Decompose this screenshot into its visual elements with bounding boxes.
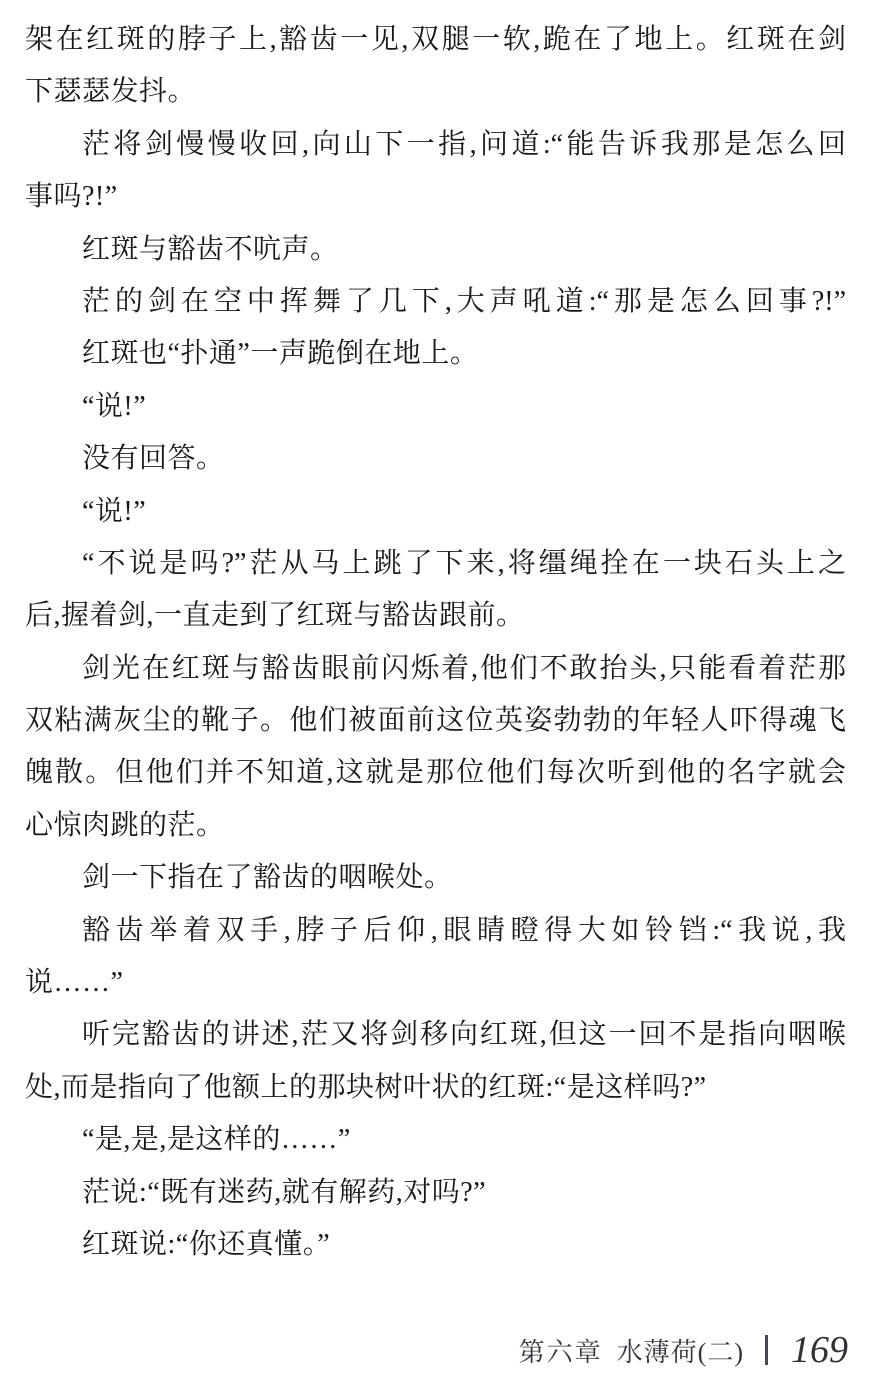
text-line: 红斑与豁齿不吭声。 — [82, 233, 339, 265]
text-line: “不说是吗?”茫从马上跳了下来,将缰绳拴在一块石头上之 — [82, 547, 846, 579]
text-line: 魄散。但他们并不知道,这就是那位他们每次听到他的名字就会 — [25, 757, 846, 789]
text-line: 茫的剑在空中挥舞了几下,大声吼道:“那是怎么回事?!” — [82, 285, 846, 317]
text-line: 心惊肉跳的茫。 — [25, 809, 225, 841]
text-line: 事吗?!” — [25, 181, 118, 213]
text-line: 豁齿举着双手,脖子后仰,眼睛瞪得大如铃铛:“我说,我 — [82, 914, 846, 946]
text-line: 茫说:“既有迷药,就有解药,对吗?” — [82, 1176, 487, 1208]
page-footer — [519, 1326, 848, 1374]
text-line: “说!” — [82, 390, 147, 422]
text-line: 双粘满灰尘的靴子。他们被面前这位英姿勃勃的年轻人吓得魂飞 — [25, 705, 846, 737]
text-line: 下瑟瑟发抖。 — [25, 76, 197, 108]
text-line: 红斑说:“你还真懂。” — [82, 1228, 331, 1260]
text-line: 架在红斑的脖子上,豁齿一见,双腿一软,跪在了地上。红斑在剑 — [25, 24, 846, 55]
text-line: “是,是,是这样的……” — [82, 1124, 351, 1156]
page-number: 169 — [791, 1329, 848, 1371]
text-line: 没有回答。 — [82, 443, 225, 475]
text-line: 剑光在红斑与豁齿眼前闪烁着,他们不敢抬头,只能看着茫那 — [82, 652, 846, 684]
text-line: 处,而是指向了他额上的那块树叶状的红斑:“是这样吗?” — [25, 1071, 707, 1103]
text-line: 茫将剑慢慢收回,向山下一指,问道:“能告诉我那是怎么回 — [82, 128, 846, 160]
page-text — [25, 14, 846, 1271]
text-line: 剑一下指在了豁齿的咽喉处。 — [82, 862, 453, 894]
text-line: 红斑也“扑通”一声跪倒在地上。 — [82, 338, 479, 370]
text-line: 说……” — [25, 967, 124, 999]
footer-separator-bar — [765, 1335, 768, 1365]
chapter-title: 水薄荷(二) — [616, 1337, 744, 1367]
chapter-label: 第六章 — [518, 1337, 603, 1367]
text-line: “说!” — [82, 495, 147, 527]
text-line: 后,握着剑,一直走到了红斑与豁齿跟前。 — [25, 600, 525, 632]
text-line: 听完豁齿的讲述,茫又将剑移向红斑,但这一回不是指向咽喉 — [82, 1019, 846, 1051]
